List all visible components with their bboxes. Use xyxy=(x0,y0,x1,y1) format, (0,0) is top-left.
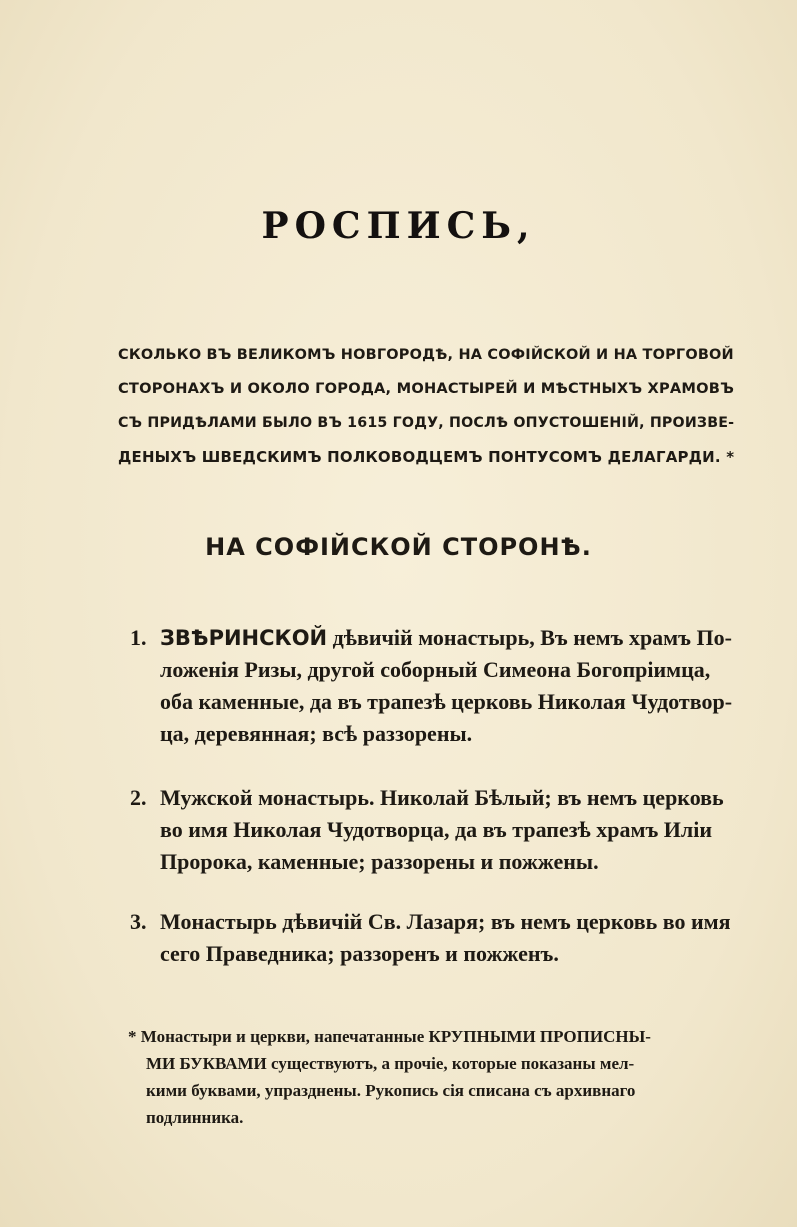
entry-text: дѣвичій монастырь, Въ немъ храмъ По- xyxy=(327,625,732,650)
entry-first-line xyxy=(130,622,740,654)
section-heading: НА СОФІЙСКОЙ СТОРОНѢ. xyxy=(205,533,592,561)
footnote-line: МИ БУКВАМИ существуютъ, а прочіе, которые показаны мел- xyxy=(146,1054,635,1073)
footnote xyxy=(128,1023,748,1131)
footnote-line: подлинника. xyxy=(146,1108,244,1127)
entry-number: 3. xyxy=(130,909,147,934)
entry-line: Пророка, каменные; раззорены и пожжены. xyxy=(160,849,599,874)
entry-number: 1. xyxy=(130,625,147,650)
entry-text: Монастырь дѣвичій Св. Лазаря; въ немъ церковь во имя xyxy=(160,909,731,934)
footnote-line: кими буквами, упразднены. Рукопись сія списана съ архивнаго xyxy=(146,1081,636,1100)
entry-1 xyxy=(130,622,740,750)
subtitle-line: ДЕНЫХЪ ШВЕДСКИМЪ ПОЛКОВОДЦЕМЪ ПОНТУСОМЪ ДЕЛАГАРДИ. * xyxy=(118,448,735,466)
footnote-line: * Монастыри и церкви, напечатанные КРУПНЫМИ ПРОПИСНЫ- xyxy=(128,1027,651,1046)
entry-line: оба каменные, да въ трапезѣ церковь Николая Чудотвор- xyxy=(160,689,733,714)
document-subtitle xyxy=(118,338,738,474)
entry-line: ложенія Ризы, другой соборный Симеона Богопріимца, xyxy=(160,657,711,682)
entry-3 xyxy=(130,906,740,970)
subtitle-line: СЪ ПРИДѢЛАМИ БЫЛО ВЪ 1615 ГОДУ, ПОСЛѢ ОПУСТОШЕНІЙ, ПРОИЗВЕ- xyxy=(118,415,735,431)
entry-line: во имя Николая Чудотворца, да въ трапезѣ храмъ Иліи xyxy=(160,817,713,842)
subtitle-line: СТОРОНАХЪ И ОКОЛО ГОРОДА, МОНАСТЫРЕЙ И МѢСТНЫХЪ ХРАМОВЪ xyxy=(118,380,735,397)
entry-first-line xyxy=(130,906,740,938)
entry-2 xyxy=(130,782,740,878)
entry-caps-name: ЗВѢРИНСКОЙ xyxy=(160,626,328,650)
entry-number: 2. xyxy=(130,785,147,810)
entry-line: ца, деревянная; всѣ раззорены. xyxy=(160,721,473,746)
subtitle-line: СКОЛЬКО ВЪ ВЕЛИКОМЪ НОВГОРОДѢ, НА СОФІЙСКОЙ И НА ТОРГОВОЙ xyxy=(118,347,734,363)
page-title: РОСПИСЬ, xyxy=(261,205,536,247)
entry-first-line xyxy=(130,782,740,814)
entry-line: сего Праведника; раззоренъ и пожженъ. xyxy=(160,941,559,966)
entry-text: Мужской монастырь. Николай Бѣлый; въ немъ церковь xyxy=(160,785,724,810)
